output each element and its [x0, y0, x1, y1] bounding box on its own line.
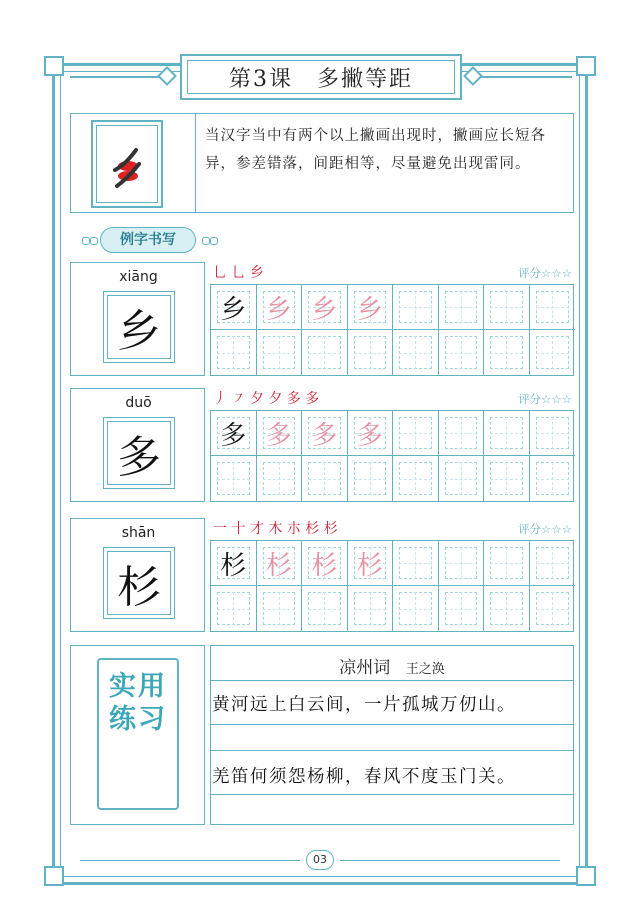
example-char: 乡 — [117, 306, 161, 357]
poem-heading — [210, 653, 574, 678]
grid-cell[interactable] — [439, 541, 485, 586]
grid-cell[interactable] — [439, 586, 485, 631]
grid-cell[interactable] — [393, 330, 439, 375]
poem-line-1: 黄河远上白云间，一片孤城万仞山。 — [212, 695, 516, 715]
pinyin: shān — [121, 525, 156, 541]
grid-cell[interactable] — [257, 411, 303, 456]
rule-description: 当汉字当中有两个以上撇画出现时，撇画应长短各异，参差错落，间距相等，尽量避免出现雷同。 — [205, 128, 546, 172]
model-char: 杉 — [220, 550, 247, 581]
grid-cell[interactable] — [211, 411, 257, 456]
poem-author: 王之涣 — [405, 662, 445, 677]
practice-card — [70, 645, 205, 825]
grid-cell[interactable] — [348, 586, 394, 631]
trace-char: 乡 — [265, 294, 292, 325]
grid-cell[interactable] — [393, 285, 439, 330]
trace-char: 多 — [265, 420, 292, 451]
stroke-order: 一 十 才 木 朩 杉 杉 — [213, 521, 338, 537]
trace-char: 乡 — [356, 294, 383, 325]
grid-cell[interactable] — [439, 330, 485, 375]
pinyin: duō — [125, 395, 152, 411]
grid-cell[interactable] — [530, 285, 576, 330]
stroke-order: 丿 ㇇ 夕 夕 多 多 — [213, 391, 320, 407]
practice-grid[interactable] — [210, 540, 574, 632]
grid-cell[interactable] — [257, 285, 303, 330]
grid-cell[interactable] — [348, 411, 394, 456]
title-rule-left — [70, 76, 170, 78]
example-char: 多 — [117, 432, 161, 483]
practice-title: 实用练习 — [109, 671, 167, 735]
grid-cell[interactable] — [484, 411, 530, 456]
trace-char: 乡 — [311, 294, 338, 325]
stroke-example-icon — [91, 120, 163, 208]
trace-char: 杉 — [356, 550, 383, 581]
grid-cell[interactable] — [393, 456, 439, 501]
grid-cell[interactable] — [257, 330, 303, 375]
grid-cell[interactable] — [484, 285, 530, 330]
lesson-title-box — [180, 54, 462, 100]
footer-rule-right — [340, 860, 560, 861]
char-card — [70, 518, 205, 632]
pinyin: xiāng — [119, 269, 158, 285]
trace-char: 杉 — [311, 550, 338, 581]
grid-cell[interactable] — [484, 586, 530, 631]
trace-char: 多 — [356, 420, 383, 451]
grid-cell[interactable] — [484, 456, 530, 501]
frame-corner-ornament — [576, 866, 596, 886]
grid-cell[interactable] — [302, 586, 348, 631]
grid-cell[interactable] — [211, 586, 257, 631]
grid-cell[interactable] — [348, 541, 394, 586]
rating-stars: 评分☆☆☆ — [518, 392, 572, 406]
grid-cell[interactable] — [393, 586, 439, 631]
grid-cell[interactable] — [257, 541, 303, 586]
grid-cell[interactable] — [257, 456, 303, 501]
grid-cell[interactable] — [439, 456, 485, 501]
grid-cell[interactable] — [393, 411, 439, 456]
example-char: 杉 — [117, 562, 161, 613]
grid-cell[interactable] — [530, 541, 576, 586]
grid-cell[interactable] — [393, 541, 439, 586]
grid-cell[interactable] — [348, 456, 394, 501]
grid-cell[interactable] — [439, 411, 485, 456]
stroke-order: ⺃ ⺃ 乡 — [213, 265, 264, 281]
poem-title: 凉州词 — [339, 658, 391, 678]
grid-cell[interactable] — [348, 330, 394, 375]
lesson-title: 第3课 多撇等距 — [229, 66, 413, 92]
grid-cell[interactable] — [530, 456, 576, 501]
page-number: 03 — [306, 850, 334, 870]
grid-cell[interactable] — [302, 285, 348, 330]
section-label-text: 例字书写 — [100, 227, 196, 253]
grid-cell[interactable] — [302, 456, 348, 501]
trace-char: 多 — [311, 420, 338, 451]
grid-cell[interactable] — [348, 285, 394, 330]
grid-cell[interactable] — [439, 285, 485, 330]
grid-cell[interactable] — [211, 330, 257, 375]
rule-icon-frame — [91, 120, 163, 208]
grid-cell[interactable] — [302, 541, 348, 586]
poem-line-2: 羌笛何须怨杨柳，春风不度玉门关。 — [212, 767, 516, 787]
title-rule-right — [472, 76, 572, 78]
grid-cell[interactable] — [530, 411, 576, 456]
char-section-xiang — [70, 262, 574, 376]
frame-corner-ornament — [44, 866, 64, 886]
practice-section — [70, 645, 574, 825]
model-char: 乡 — [220, 294, 247, 325]
grid-cell[interactable] — [530, 330, 576, 375]
char-card — [70, 388, 205, 502]
grid-cell[interactable] — [211, 456, 257, 501]
grid-cell[interactable] — [530, 586, 576, 631]
section-label — [80, 225, 210, 255]
rating-stars: 评分☆☆☆ — [518, 522, 572, 536]
frame-corner-ornament — [44, 56, 64, 76]
grid-cell[interactable] — [211, 285, 257, 330]
grid-cell[interactable] — [211, 541, 257, 586]
practice-grid[interactable] — [210, 284, 574, 376]
trace-char: 杉 — [265, 550, 292, 581]
char-section-duo — [70, 388, 574, 502]
frame-corner-ornament — [576, 56, 596, 76]
rule-section — [70, 113, 574, 213]
char-section-shan — [70, 518, 574, 632]
footer-rule-left — [80, 860, 300, 861]
grid-cell[interactable] — [484, 330, 530, 375]
model-char: 多 — [220, 420, 247, 451]
grid-cell[interactable] — [484, 541, 530, 586]
rating-stars: 评分☆☆☆ — [518, 266, 572, 280]
char-card — [70, 262, 205, 376]
grid-cell[interactable] — [302, 330, 348, 375]
grid-cell[interactable] — [257, 586, 303, 631]
grid-cell[interactable] — [302, 411, 348, 456]
practice-grid[interactable] — [210, 410, 574, 502]
